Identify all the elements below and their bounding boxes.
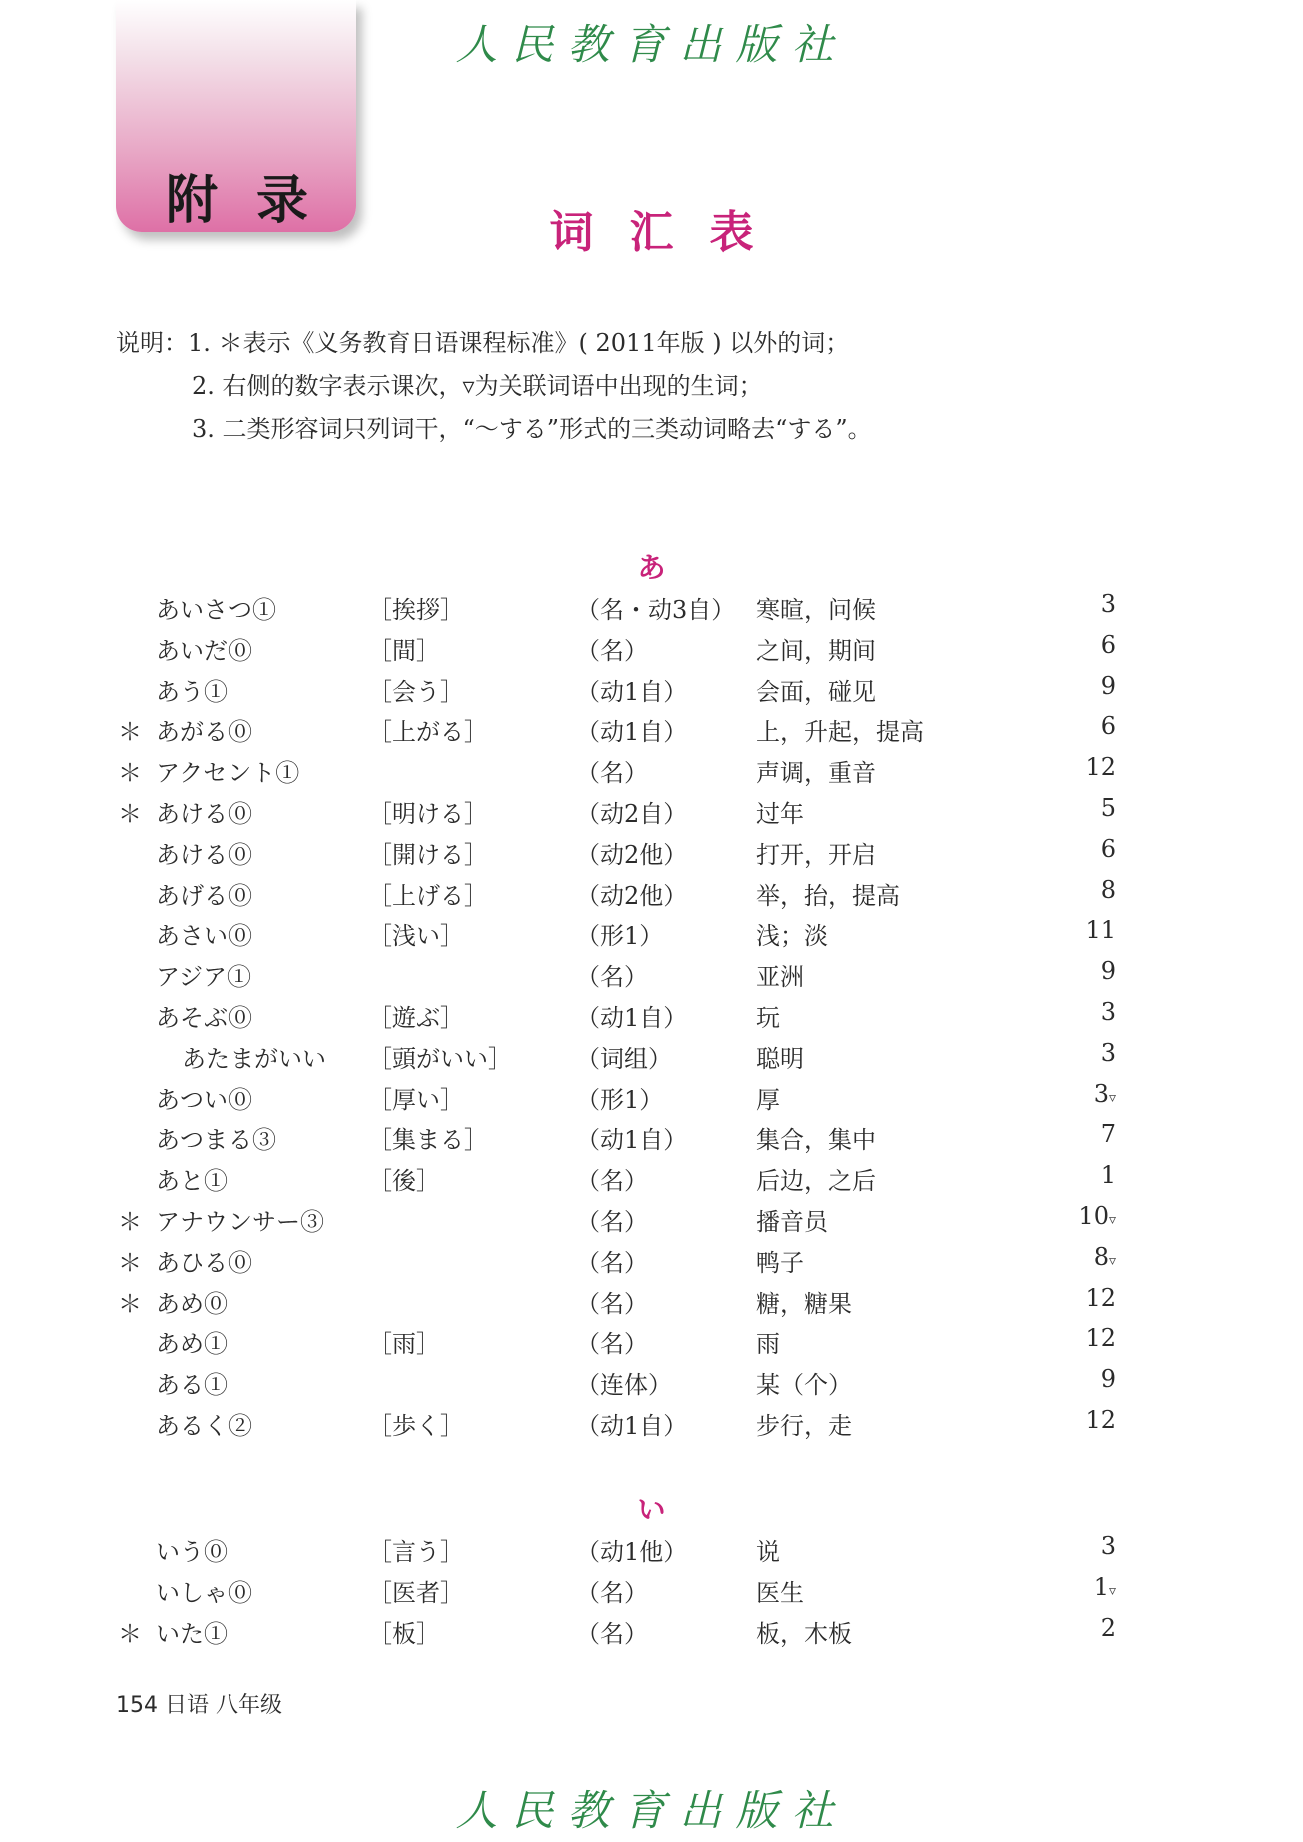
lesson-number: 12 xyxy=(1085,1324,1116,1353)
note-line: 说明：1. ＊表示《义务教育日语课程标准》( 2011年版 ) 以外的词； xyxy=(116,329,850,357)
lesson-number: 12 xyxy=(1085,753,1116,782)
lesson-number: 11 xyxy=(1085,916,1116,945)
vocab-lesson xyxy=(986,672,1116,700)
vocab-part-of-speech: （形1） xyxy=(576,922,664,951)
vocab-word: あひる⓪ xyxy=(156,1248,252,1277)
vocab-part-of-speech: （名） xyxy=(576,1207,648,1236)
vocab-row xyxy=(116,1528,1116,1569)
vocab-part-of-speech: （名） xyxy=(576,1578,648,1607)
vocab-row xyxy=(116,627,1116,668)
vocab-kanji: ［言う］ xyxy=(368,1538,464,1566)
vocab-part-of-speech: （动1他） xyxy=(576,1538,688,1566)
vocab-meaning: 说 xyxy=(756,1538,780,1566)
vocab-row xyxy=(116,790,1116,831)
lesson-number: 3 xyxy=(1100,1038,1116,1067)
vocab-kanji: ［板］ xyxy=(368,1619,440,1648)
new-word-marker: ＊ xyxy=(118,1207,142,1236)
vocab-row xyxy=(116,1610,1116,1651)
notes xyxy=(116,322,872,451)
vocab-word: ある① xyxy=(156,1371,228,1400)
vocab-row xyxy=(116,953,1116,994)
vocab-meaning: 后边，之后 xyxy=(756,1167,876,1196)
vocab-list-a xyxy=(116,586,1116,1443)
vocab-row xyxy=(116,912,1116,953)
vocab-meaning: 板，木板 xyxy=(756,1619,852,1648)
lesson-number: 8 xyxy=(1100,875,1116,904)
vocab-part-of-speech: （动2自） xyxy=(576,799,688,828)
page-footer: 154 日语 八年级 xyxy=(116,1693,282,1718)
vocab-part-of-speech: （名・动3自） xyxy=(576,596,736,624)
vocab-lesson xyxy=(986,1406,1116,1434)
new-word-marker: ＊ xyxy=(118,799,142,828)
vocab-kanji: ［雨］ xyxy=(368,1330,440,1359)
vocab-part-of-speech: （动2他） xyxy=(576,840,688,869)
vocab-part-of-speech: （名） xyxy=(576,1167,648,1196)
vocab-word: アナウンサー③ xyxy=(156,1207,324,1236)
vocab-word: あがる⓪ xyxy=(156,718,252,747)
vocab-meaning: 厚 xyxy=(756,1085,780,1114)
vocab-word: アクセント① xyxy=(156,759,300,788)
vocab-lesson xyxy=(986,998,1116,1026)
vocab-lesson xyxy=(986,1284,1116,1312)
vocab-word: あそぶ⓪ xyxy=(156,1003,252,1032)
vocab-word: あいさつ① xyxy=(156,596,276,624)
vocab-part-of-speech: （名） xyxy=(576,1619,648,1648)
vocab-part-of-speech: （动2他） xyxy=(576,881,688,910)
vocab-lesson xyxy=(986,753,1116,781)
vocab-word: あさい⓪ xyxy=(156,922,252,951)
new-word-marker: ＊ xyxy=(118,759,142,788)
vocab-lesson xyxy=(986,916,1116,944)
vocab-part-of-speech: （动1自） xyxy=(576,1003,688,1032)
vocab-kanji: ［開ける］ xyxy=(368,840,488,869)
vocab-word: あめ⓪ xyxy=(156,1289,228,1318)
vocab-row xyxy=(116,1569,1116,1610)
vocab-lesson xyxy=(986,590,1116,618)
new-word-marker: ＊ xyxy=(118,718,142,747)
publisher-logo-bottom: 人民教育出版社 xyxy=(455,1786,848,1835)
vocab-row xyxy=(116,831,1116,872)
lesson-number: 8 xyxy=(1093,1242,1109,1271)
vocab-meaning: 打开，开启 xyxy=(756,840,876,869)
vocab-meaning: 雨 xyxy=(756,1330,780,1359)
appendix-tab-label: 附录 xyxy=(166,171,347,231)
vocab-kanji: ［集まる］ xyxy=(368,1126,488,1155)
new-word-marker: ＊ xyxy=(118,1289,142,1318)
vocab-lesson xyxy=(986,1039,1116,1067)
vocab-kanji: ［挨拶］ xyxy=(368,596,464,624)
vocab-meaning: 某（个） xyxy=(756,1371,852,1400)
lesson-number: 10 xyxy=(1078,1201,1109,1230)
vocab-lesson xyxy=(986,1120,1116,1148)
vocab-meaning: 举，抬，提高 xyxy=(756,881,900,910)
vocab-lesson xyxy=(986,1614,1116,1642)
vocab-row xyxy=(116,1116,1116,1157)
vocab-lesson xyxy=(986,957,1116,985)
vocab-row xyxy=(116,586,1116,627)
vocab-meaning: 声调，重音 xyxy=(756,759,876,788)
vocab-part-of-speech: （连体） xyxy=(576,1371,672,1400)
vocab-part-of-speech: （动1自） xyxy=(576,1411,688,1440)
vocab-part-of-speech: （名） xyxy=(576,1289,648,1318)
vocab-lesson xyxy=(986,1080,1116,1108)
vocab-word: いた① xyxy=(156,1619,228,1648)
vocab-row xyxy=(116,1320,1116,1361)
lesson-number: 3 xyxy=(1100,1532,1116,1560)
vocab-meaning: 浅；淡 xyxy=(756,922,828,951)
section-heading-a: あ xyxy=(637,551,666,584)
lesson-number: 12 xyxy=(1085,1405,1116,1434)
lesson-number: 3 xyxy=(1093,1079,1109,1108)
vocab-word: あと① xyxy=(156,1167,228,1196)
vocab-word: あける⓪ xyxy=(156,840,252,869)
vocab-meaning: 会面，碰见 xyxy=(756,677,876,706)
vocab-meaning: 过年 xyxy=(756,799,804,828)
vocab-meaning: 上，升起，提高 xyxy=(756,718,924,747)
vocab-row xyxy=(116,1239,1116,1280)
vocab-lesson xyxy=(986,1365,1116,1393)
vocab-row xyxy=(116,1035,1116,1076)
vocab-part-of-speech: （名） xyxy=(576,636,648,665)
vocab-meaning: 亚洲 xyxy=(756,963,804,992)
vocab-meaning: 医生 xyxy=(756,1578,804,1607)
vocab-row xyxy=(116,1076,1116,1117)
note-line: 2. 右侧的数字表示课次，▿为关联词语中出现的生词； xyxy=(192,372,763,400)
lesson-number: 6 xyxy=(1100,630,1116,659)
vocab-lesson xyxy=(986,794,1116,822)
lesson-number: 3 xyxy=(1100,997,1116,1026)
vocab-word: あつまる③ xyxy=(156,1126,276,1155)
page-title: 词汇表 xyxy=(549,207,790,258)
vocab-word: あける⓪ xyxy=(156,799,252,828)
lesson-number: 9 xyxy=(1100,957,1116,986)
vocab-row xyxy=(116,1198,1116,1239)
vocab-row xyxy=(116,1361,1116,1402)
vocab-meaning: 寒暄，问候 xyxy=(756,596,876,624)
lesson-number: 3 xyxy=(1100,590,1116,618)
vocab-lesson xyxy=(986,1324,1116,1352)
lesson-number: 1 xyxy=(1100,1161,1116,1190)
related-word-marker: ▿ xyxy=(1108,1211,1116,1228)
vocab-word: あつい⓪ xyxy=(156,1085,252,1114)
vocab-meaning: 之间，期间 xyxy=(756,636,876,665)
vocab-word: いう⓪ xyxy=(156,1538,228,1566)
vocab-lesson xyxy=(986,1243,1116,1271)
vocab-row xyxy=(116,994,1116,1035)
related-word-marker: ▿ xyxy=(1108,1582,1116,1599)
vocab-lesson xyxy=(986,712,1116,740)
vocab-row xyxy=(116,668,1116,709)
vocab-lesson xyxy=(986,876,1116,904)
vocab-part-of-speech: （动1自） xyxy=(576,1126,688,1155)
vocab-kanji: ［会う］ xyxy=(368,677,464,706)
note-line: 3. 二类形容词只列词干，“〜する”形式的三类动词略去“する”。 xyxy=(192,415,872,443)
publisher-logo-top: 人民教育出版社 xyxy=(455,20,848,69)
related-word-marker: ▿ xyxy=(1108,1089,1116,1106)
section-heading-i: い xyxy=(637,1493,666,1526)
vocab-meaning: 集合，集中 xyxy=(756,1126,876,1155)
vocab-kanji: ［明ける］ xyxy=(368,799,488,828)
lesson-number: 5 xyxy=(1100,793,1116,822)
vocab-row xyxy=(116,1280,1116,1321)
vocab-meaning: 糖，糖果 xyxy=(756,1289,852,1318)
vocab-kanji: ［歩く］ xyxy=(368,1411,464,1440)
vocab-word: あるく② xyxy=(156,1411,252,1440)
vocab-kanji: ［上がる］ xyxy=(368,718,488,747)
vocab-kanji: ［頭がいい］ xyxy=(368,1044,512,1073)
vocab-part-of-speech: （名） xyxy=(576,963,648,992)
vocab-word: あたまがいい xyxy=(182,1044,326,1073)
vocab-word: いしゃ⓪ xyxy=(156,1578,252,1607)
vocab-kanji: ［後］ xyxy=(368,1167,440,1196)
vocab-kanji: ［厚い］ xyxy=(368,1085,464,1114)
vocab-row xyxy=(116,708,1116,749)
lesson-number: 9 xyxy=(1100,1365,1116,1394)
lesson-number: 7 xyxy=(1100,1120,1116,1149)
vocab-part-of-speech: （名） xyxy=(576,759,648,788)
lesson-number: 1 xyxy=(1093,1572,1109,1601)
vocab-part-of-speech: （形1） xyxy=(576,1085,664,1114)
lesson-number: 9 xyxy=(1100,671,1116,700)
new-word-marker: ＊ xyxy=(118,1619,142,1648)
vocab-word: あめ① xyxy=(156,1330,228,1359)
lesson-number: 6 xyxy=(1100,712,1116,741)
vocab-kanji: ［上げる］ xyxy=(368,881,488,910)
vocab-word: あう① xyxy=(156,677,228,706)
new-word-marker: ＊ xyxy=(118,1248,142,1277)
vocab-word: あいだ⓪ xyxy=(156,636,252,665)
vocab-part-of-speech: （动1自） xyxy=(576,718,688,747)
vocab-row xyxy=(116,1157,1116,1198)
vocab-row xyxy=(116,1402,1116,1443)
vocab-kanji: ［間］ xyxy=(368,636,440,665)
vocab-row xyxy=(116,749,1116,790)
vocab-lesson xyxy=(986,1202,1116,1230)
vocab-meaning: 聪明 xyxy=(756,1044,804,1073)
vocab-lesson xyxy=(986,835,1116,863)
vocab-part-of-speech: （名） xyxy=(576,1248,648,1277)
vocab-part-of-speech: （词组） xyxy=(576,1044,672,1073)
vocab-kanji: ［医者］ xyxy=(368,1578,464,1607)
lesson-number: 2 xyxy=(1100,1613,1116,1642)
vocab-part-of-speech: （动1自） xyxy=(576,677,688,706)
vocab-lesson xyxy=(986,631,1116,659)
vocab-list-i xyxy=(116,1528,1116,1650)
vocab-row xyxy=(116,872,1116,913)
vocab-meaning: 鸭子 xyxy=(756,1248,804,1277)
lesson-number: 6 xyxy=(1100,834,1116,863)
vocab-part-of-speech: （名） xyxy=(576,1330,648,1359)
related-word-marker: ▿ xyxy=(1108,1252,1116,1269)
vocab-meaning: 玩 xyxy=(756,1003,780,1032)
vocab-word: あげる⓪ xyxy=(156,881,252,910)
vocab-lesson xyxy=(986,1532,1116,1560)
lesson-number: 12 xyxy=(1085,1283,1116,1312)
vocab-kanji: ［浅い］ xyxy=(368,922,464,951)
vocab-lesson xyxy=(986,1161,1116,1189)
vocab-kanji: ［遊ぶ］ xyxy=(368,1003,464,1032)
vocab-meaning: 步行，走 xyxy=(756,1411,852,1440)
vocab-lesson xyxy=(986,1573,1116,1601)
vocab-meaning: 播音员 xyxy=(756,1207,828,1236)
vocab-word: アジア① xyxy=(156,963,252,992)
